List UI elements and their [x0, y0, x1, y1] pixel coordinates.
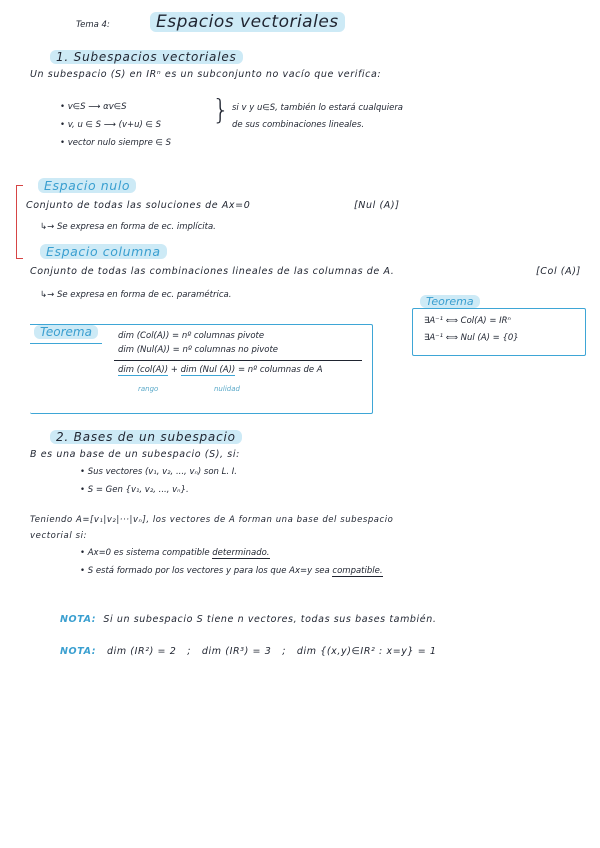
cond1-text: Ax=0 es sistema compatible	[87, 548, 210, 558]
teniendo-line2: vectorial si:	[30, 531, 88, 541]
nota-text: Si un subespacio S tiene n vectores, todas sus bases también.	[103, 614, 437, 625]
nota-dim-r2: dim (IR²) = 2	[106, 646, 177, 657]
nota-label: NOTA:	[60, 614, 97, 625]
section1-heading	[50, 50, 243, 64]
list-item: • S está formado por los vectores y para los que Ax=y sea compatible.	[80, 566, 383, 576]
section1-heading-text: 1. Subespacios vectoriales	[50, 50, 243, 64]
brace-note-1: si v y u∈S, también lo estará cualquiera	[232, 103, 404, 113]
list-item: • v, u ∈ S ⟶ (v+u) ∈ S	[60, 120, 162, 130]
note-text: Se expresa en forma de ec. implícita.	[56, 222, 216, 232]
teorema-right-line1: ∃A⁻¹ ⟺ Col(A) = IRⁿ	[424, 316, 511, 326]
nota-1	[60, 614, 436, 625]
nota-separator: ;	[187, 646, 192, 657]
bullet-text: S = Gen {v₁, v₂, ..., vₙ}.	[87, 485, 189, 495]
bullet-text: v∈S ⟶ αv∈S	[67, 102, 127, 112]
list-item: • vector nulo siempre ∈ S	[60, 138, 172, 148]
teorema-box-underline	[30, 343, 102, 344]
sum-nul: dim (Nul (A))	[180, 365, 236, 375]
teorema-divider	[114, 360, 362, 361]
teorema-sum	[118, 365, 323, 375]
teorema-line2: dim (Nul(A)) = nº columnas no pivote	[118, 345, 279, 355]
section1-intro: Un subespacio (S) en IRⁿ es un subconjunto no vacío que verifica:	[30, 69, 382, 80]
sum-plus: +	[170, 365, 178, 375]
nota-2	[60, 646, 437, 657]
bullet-text: v, u ∈ S ⟶ (v+u) ∈ S	[67, 120, 162, 130]
list-item: • Ax=0 es sistema compatible determinado.	[80, 548, 270, 558]
espacio-nulo-definition: Conjunto de todas las soluciones de Ax=0	[26, 200, 251, 211]
list-item: • Sus vectores (v₁, v₂, ..., vₙ) son L. I.	[80, 467, 237, 477]
section2-heading-text: 2. Bases de un subespacio	[50, 430, 242, 444]
curly-brace-icon: }	[212, 93, 230, 126]
arrow-icon: ↳→	[40, 222, 57, 232]
nota-dim-r3: dim (IR³) = 3	[201, 646, 272, 657]
teniendo-line1: Teniendo A=[v₁|v₂|···|vₙ], los vectores de A forman una base del subespacio	[30, 515, 394, 525]
arrow-icon: ↳→	[40, 290, 57, 300]
teorema-right-label: Teorema	[420, 295, 480, 308]
cond2-emphasis: compatible.	[332, 566, 383, 576]
espacio-nulo-notation: [Nul (A)]	[354, 200, 400, 211]
nota-label: NOTA:	[60, 646, 97, 657]
teorema-line1: dim (Col(A)) = nº columnas pivote	[118, 331, 265, 341]
red-bracket	[16, 185, 23, 259]
espacio-columna-title: Espacio columna	[40, 244, 167, 259]
section2-intro: B es una base de un subespacio (S), si:	[30, 449, 240, 460]
note-text: Se expresa en forma de ec. paramétrica.	[56, 290, 232, 300]
teorema-box-label: Teorema	[34, 325, 98, 339]
bullet-text: Sus vectores (v₁, v₂, ..., vₙ) son L. I.	[87, 467, 237, 477]
espacio-nulo-note	[40, 222, 216, 232]
rango-label: rango	[138, 385, 159, 393]
espacio-columna-notation: [Col (A)]	[536, 266, 581, 277]
tema-label: Tema 4:	[76, 20, 110, 30]
list-item: • S = Gen {v₁, v₂, ..., vₙ}.	[80, 485, 189, 495]
nota-separator: ;	[282, 646, 287, 657]
bullet-text: vector nulo siempre ∈ S	[67, 138, 172, 148]
list-item: • v∈S ⟶ αv∈S	[60, 102, 127, 112]
espacio-nulo-title: Espacio nulo	[38, 178, 136, 193]
espacio-columna-definition: Conjunto de todas las combinaciones lineales de las columnas de A.	[30, 266, 395, 277]
brace-note-2: de sus combinaciones lineales.	[232, 120, 365, 130]
teorema-right-line2: ∃A⁻¹ ⟺ Nul (A) = {0}	[424, 333, 519, 343]
nota-dim-subspace: dim {(x,y)∈IR² : x=y} = 1	[296, 646, 437, 657]
cond1-emphasis: determinado.	[212, 548, 270, 558]
nulidad-label: nulidad	[214, 385, 240, 393]
sum-col: dim (col(A))	[118, 365, 169, 375]
sum-rest: = nº columnas de A	[237, 365, 323, 375]
page-title: Espacios vectoriales	[150, 12, 345, 32]
section2-heading	[50, 430, 242, 444]
cond2-text: S está formado por los vectores y para los que Ax=y sea	[87, 566, 330, 576]
espacio-columna-note	[40, 290, 231, 300]
